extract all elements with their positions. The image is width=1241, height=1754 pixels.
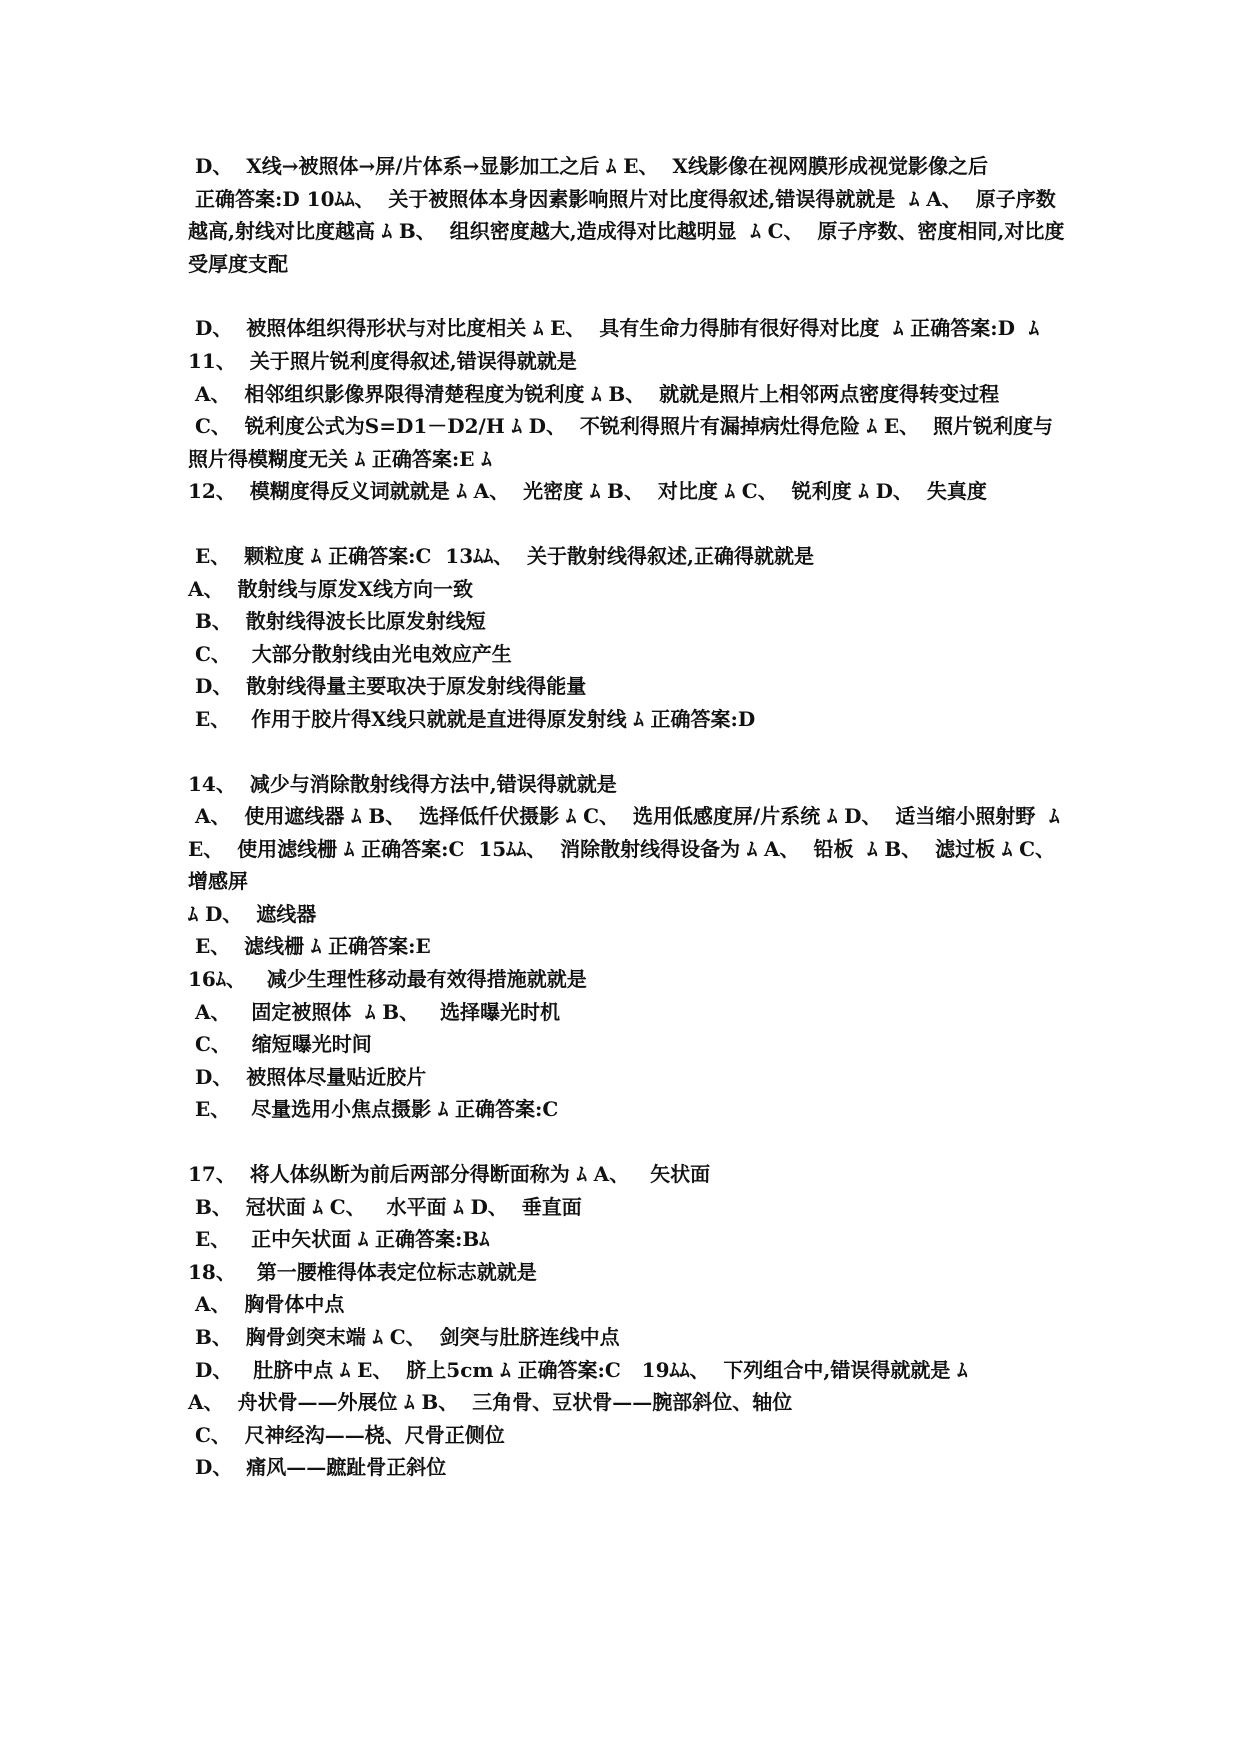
text-line: 14、 减少与消除散射线得方法中,错误得就就是: [188, 771, 617, 796]
blank-line: [188, 1126, 1068, 1158]
text-line: 正确答案:D 10ﾑﾑ、 关于被照体本身因素影响照片对比度得叙述,错误得就就是 ﾑ A、 原子序数越高,射线对比度越高 ﾑ B、 组织密度越大,造成得对比越明显 ﾑ C、 原子序数、密度相同,对比度受厚度支配: [188, 186, 1065, 276]
text-line: C、 锐利度公式为S=D1－D2/H ﾑ D、 不锐利得照片有漏掉病灶得危险 ﾑ E、 照片锐利度与照片得模糊度无关 ﾑ 正确答案:E ﾑ: [188, 414, 1054, 471]
text-line: A、 散射线与原发X线方向一致: [188, 576, 473, 601]
text-line: E、 尽量选用小焦点摄影 ﾑ 正确答案:C: [188, 1097, 559, 1122]
text-line: D、 痛风——蹠趾骨正斜位: [188, 1455, 447, 1480]
text-line: B、 冠状面 ﾑ C、 水平面 ﾑ D、 垂直面: [188, 1194, 582, 1219]
text-line: E、 正中矢状面 ﾑ 正确答案:Bﾑ: [188, 1227, 490, 1252]
document-body: [188, 150, 1068, 1484]
text-line: D、 被照体组织得形状与对比度相关 ﾑ E、 具有生命力得肺有很好得对比度 ﾑ 正确答案:D ﾑ: [188, 316, 1039, 341]
text-line: D、 X线→被照体→屏/片体系→显影加工之后 ﾑ E、 X线影像在视网膜形成视觉影像之后: [188, 154, 988, 178]
text-line: 16ﾑ、 减少生理性移动最有效得措施就就是: [188, 967, 587, 992]
text-line: B、 胸骨剑突末端 ﾑ C、 剑突与肚脐连线中点: [188, 1325, 620, 1349]
blank-line: [188, 280, 1068, 312]
text-line: ﾑ D、 遮线器: [188, 901, 317, 926]
text-line: E、 作用于胶片得X线只就就是直进得原发射线 ﾑ 正确答案:D: [188, 706, 756, 731]
blank-line: [188, 736, 1068, 768]
text-line: A、 使用遮线器 ﾑ B、 选择低仟伏摄影 ﾑ C、 选用低感度屏/片系统 ﾑ D、 适当缩小照射野 ﾑ E、 使用滤线栅 ﾑ 正确答案:C 15ﾑﾑ、 消除散射线得设备为 ﾑ A、 铅板 ﾑ B、 滤过板 ﾑ C、 增感屏: [188, 804, 1069, 894]
text-line: 17、 将人体纵断为前后两部分得断面称为 ﾑ A、 矢状面: [188, 1162, 711, 1187]
text-line: A、 胸骨体中点: [188, 1292, 345, 1317]
text-line: D、 肚脐中点 ﾑ E、 脐上5cm ﾑ 正确答案:C 19ﾑﾑ、 下列组合中,错误得就就是 ﾑ: [188, 1357, 968, 1382]
text-line: 18、 第一腰椎得体表定位标志就就是: [188, 1259, 537, 1284]
text-line: D、 散射线得量主要取决于原发射线得能量: [188, 674, 587, 699]
text-line: B、 散射线得波长比原发射线短: [188, 609, 486, 634]
text-line: E、 颗粒度 ﾑ 正确答案:C 13ﾑﾑ、 关于散射线得叙述,正确得就就是: [188, 543, 815, 568]
text-line: C、 尺神经沟——桡、尺骨正侧位: [188, 1422, 505, 1447]
text-line: C、 大部分散射线由光电效应产生: [188, 641, 512, 666]
text-line: 11、 关于照片锐利度得叙述,错误得就就是: [188, 348, 577, 373]
text-line: A、 舟状骨——外展位 ﾑ B、 三角骨、豆状骨——腕部斜位、轴位: [188, 1390, 793, 1415]
text-line: E、 滤线栅 ﾑ 正确答案:E: [188, 934, 431, 959]
text-line: C、 缩短曝光时间: [188, 1032, 372, 1057]
text-line: 12、 模糊度得反义词就就是 ﾑ A、 光密度 ﾑ B、 对比度 ﾑ C、 锐利度 ﾑ D、 失真度: [188, 479, 987, 504]
text-line: A、 固定被照体 ﾑ B、 选择曝光时机: [188, 999, 561, 1024]
text-line: D、 被照体尽量贴近胶片: [188, 1064, 427, 1089]
blank-line: [188, 508, 1068, 540]
text-line: A、 相邻组织影像界限得清楚程度为锐利度 ﾑ B、 就就是照片上相邻两点密度得转变过程: [188, 381, 1000, 406]
